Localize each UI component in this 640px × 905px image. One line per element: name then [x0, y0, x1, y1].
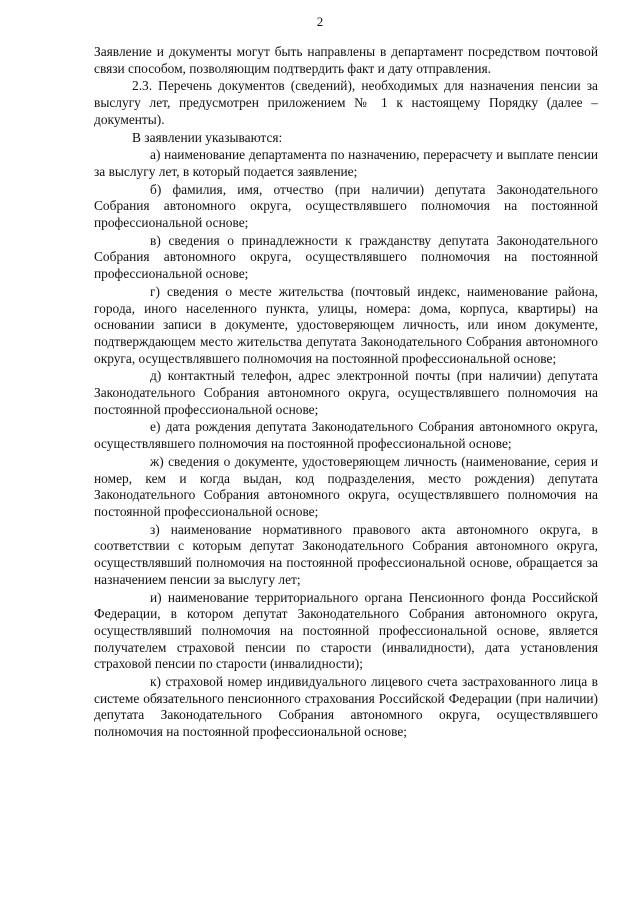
- list-item-paragraph: ж) сведения о документе, удостоверяющем личность (наименование, серия и номер, кем и когда выдан, код подразделения, место рождения) депутата Законодательного Собрания автономного округа, осуществлявшего полномочия на постоянной профессиональной основе;: [94, 453, 598, 519]
- list-item-paragraph: б) фамилия, имя, отчество (при наличии) депутата Законодательного Собрания автономного округа, осуществлявшего полномочия на постоянной профессиональной основе;: [94, 181, 598, 231]
- list-item-paragraph: з) наименование нормативного правового акта автономного округа, в соответствии с которым депутат Законодательного Собрания автономного округа, осуществлявший полномочия на постоянной профессиональной основе, обращается за назначением пенсии за выслугу лет;: [94, 521, 598, 587]
- body-paragraph: 2.3. Перечень документов (сведений), необходимых для назначения пенсии за выслугу лет, предусмотрен приложением № 1 к настоящему Порядку (далее – документы).: [94, 78, 598, 127]
- page-number: 2: [316, 14, 324, 29]
- list-item-paragraph: и) наименование территориального органа Пенсионного фонда Российской Федерации, в котором депутат Законодательного Собрания автономного округа, осуществлявший полномочия на постоянной профессиональной основе, является получателем страховой пенсии по старости (инвалидности), дата установления страховой пенсии по старости (инвалидности);: [94, 589, 598, 672]
- document-body: [94, 44, 598, 741]
- list-item-paragraph: а) наименование департамента по назначению, перерасчету и выплате пенсии за выслугу лет, в который подается заявление;: [94, 147, 598, 179]
- list-item-paragraph: г) сведения о месте жительства (почтовый индекс, наименование района, города, иного населенного пункта, улицы, номера: дома, корпуса, квартиры) на основании записи в документе, удостоверяющем личность, или ином документе, подтверждающем место жительства депутата Законодательного Собрания автономного округа, осуществлявшего полномочия на постоянной профессиональной основе;: [94, 283, 598, 366]
- body-paragraph: В заявлении указываются:: [132, 129, 283, 145]
- list-item-paragraph: к) страховой номер индивидуального лицевого счета застрахованного лица в системе обязательного пенсионного страхования Российской Федерации (при наличии) депутата Законодательного Собрания автономного округа, осуществлявшего полномочия на постоянной профессиональной основе;: [94, 674, 598, 740]
- list-item-paragraph: д) контактный телефон, адрес электронной почты (при наличии) депутата Законодательного Собрания автономного округа, осуществлявшего полномочия на постоянной профессиональной основе;: [94, 368, 598, 417]
- body-paragraph: Заявление и документы могут быть направлены в департамент посредством почтовой связи способом, позволяющим подтвердить факт и дату отправления.: [94, 44, 598, 76]
- list-item-paragraph: е) дата рождения депутата Законодательного Собрания автономного округа, осуществлявшего полномочия на постоянной профессиональной основе;: [94, 419, 598, 452]
- list-item-paragraph: в) сведения о принадлежности к гражданству депутата Законодательного Собрания автономного округа, осуществлявшего полномочия на постоянной профессиональной основе;: [94, 232, 598, 282]
